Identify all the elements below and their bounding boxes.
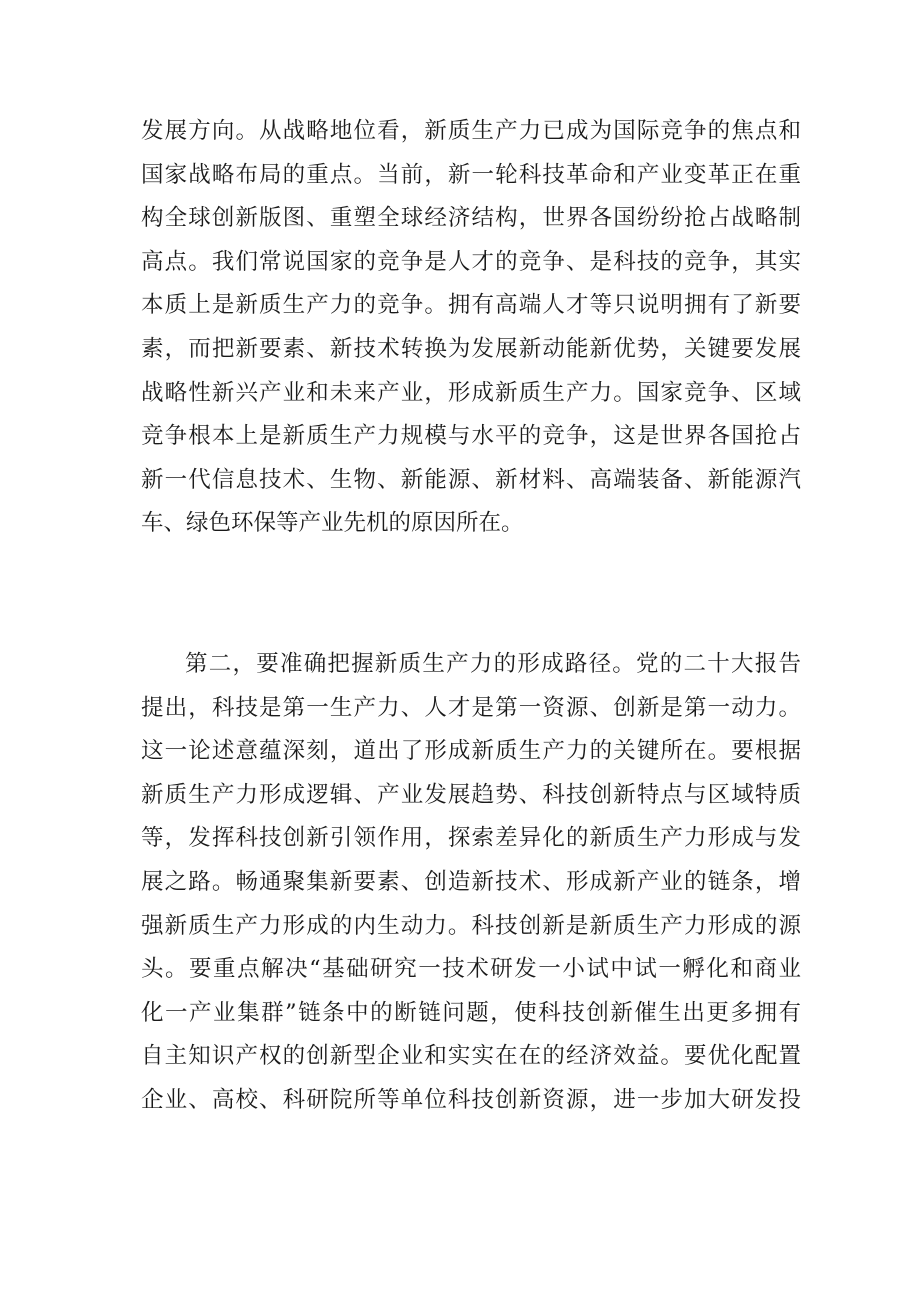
text-line: 战略性新兴产业和未来产业，形成新质生产力。国家竞争、区域 — [141, 379, 801, 406]
text-line: 头。要重点解决“基础研究一技术研发一小试中试一孵化和商业 — [141, 956, 801, 983]
text-line: 高点。我们常说国家的竞争是人才的竞争、是科技的竞争，其实 — [141, 248, 801, 275]
text-line: 素，而把新要素、新技术转换为发展新动能新优势，关键要发展 — [141, 335, 801, 362]
text-line: 强新质生产力形成的内生动力。科技创新是新质生产力形成的源 — [141, 912, 801, 939]
text-line: 新一代信息技术、生物、新能源、新材料、高端装备、新能源汽 — [141, 466, 801, 493]
text-line: 自主知识产权的创新型企业和实实在在的经济效益。要优化配置 — [141, 1043, 801, 1070]
text-line: 企业、高校、科研院所等单位科技创新资源，进一步加大研发投 — [141, 1086, 801, 1113]
text-line: 新质生产力形成逻辑、产业发展趋势、科技创新特点与区域特质 — [141, 781, 801, 808]
text-line: 车、绿色环保等产业先机的原因所在。 — [141, 510, 524, 537]
paragraph-2 — [141, 643, 801, 1123]
text-line: 这一论述意蕴深刻，道出了形成新质生产力的关键所在。要根据 — [141, 738, 801, 765]
text-line: 国家战略布局的重点。当前，新一轮科技革命和产业变革正在重 — [141, 161, 801, 188]
text-line: 第二，要准确把握新质生产力的形成路径。党的二十大报告 — [185, 651, 801, 677]
text-line: 化一产业集群”链条中的断链问题，使科技创新催生出更多拥有 — [141, 999, 801, 1026]
text-line: 发展方向。从战略地位看，新质生产力已成为国际竞争的焦点和 — [141, 118, 801, 144]
text-line: 等，发挥科技创新引领作用，探索差异化的新质生产力形成与发 — [141, 825, 801, 852]
paragraph-1 — [141, 110, 801, 546]
text-line: 竞争根本上是新质生产力规模与水平的竞争，这是世界各国抢占 — [141, 423, 801, 450]
text-line: 构全球创新版图、重塑全球经济结构，世界各国纷纷抢占战略制 — [141, 205, 801, 232]
text-line: 展之路。畅通聚集新要素、创造新技术、形成新产业的链条，增 — [141, 868, 801, 895]
text-line: 本质上是新质生产力的竞争。拥有高端人才等只说明拥有了新要 — [141, 292, 801, 319]
text-line: 提出，科技是第一生产力、人才是第一资源、创新是第一动力。 — [141, 694, 801, 721]
